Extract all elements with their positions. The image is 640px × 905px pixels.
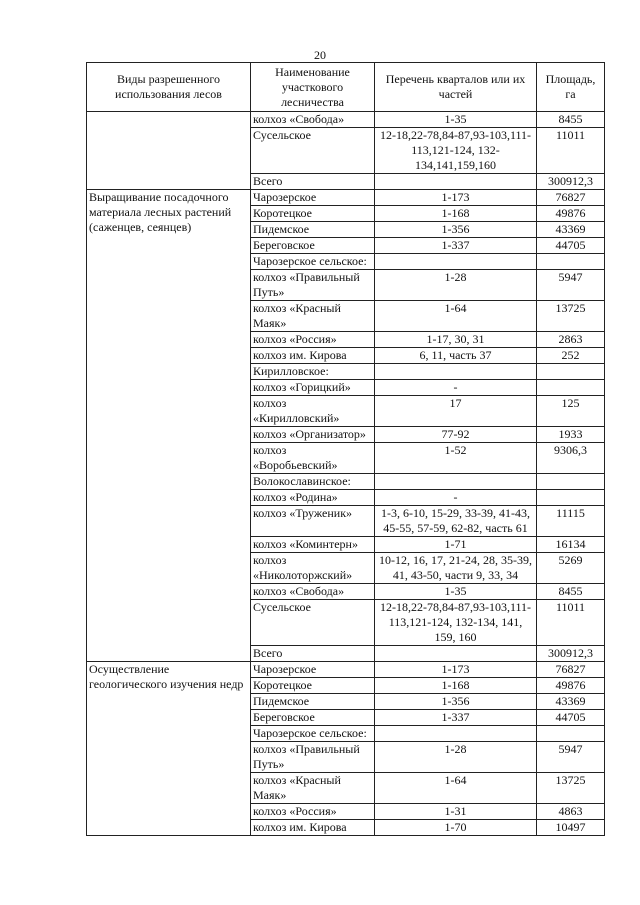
quarters-cell xyxy=(375,174,537,190)
area-cell: 5947 xyxy=(537,742,605,773)
forestry-name-cell: колхоз им. Кирова xyxy=(251,820,375,836)
area-cell: 8455 xyxy=(537,112,605,128)
area-cell: 76827 xyxy=(537,190,605,206)
header-quarters: Перечень кварталов или их частей xyxy=(375,63,537,112)
area-cell: 5269 xyxy=(537,553,605,584)
quarters-cell: 1-168 xyxy=(375,206,537,222)
quarters-cell xyxy=(375,364,537,380)
area-cell: 11011 xyxy=(537,600,605,646)
area-cell: 44705 xyxy=(537,238,605,254)
area-cell: 4863 xyxy=(537,804,605,820)
area-cell: 11115 xyxy=(537,506,605,537)
quarters-cell: 6, 11, часть 37 xyxy=(375,348,537,364)
quarters-cell: 12-18,22-78,84-87,93-103,111-113,121-124, 132-134, 141, 159, 160 xyxy=(375,600,537,646)
forestry-name-cell: колхоз «Коминтерн» xyxy=(251,537,375,553)
area-cell xyxy=(537,364,605,380)
quarters-cell: - xyxy=(375,490,537,506)
quarters-cell: 1-356 xyxy=(375,222,537,238)
forestry-name-cell: Пидемское xyxy=(251,222,375,238)
table-row xyxy=(87,190,605,206)
area-cell: 125 xyxy=(537,396,605,427)
forestry-name-cell: колхоз им. Кирова xyxy=(251,348,375,364)
quarters-cell: 1-337 xyxy=(375,238,537,254)
area-cell xyxy=(537,490,605,506)
quarters-cell: 1-64 xyxy=(375,301,537,332)
forestry-name-cell: колхоз «Правильный Путь» xyxy=(251,270,375,301)
area-cell: 300912,3 xyxy=(537,174,605,190)
use-type-cell: Осуществление геологического изучения недр xyxy=(87,662,251,836)
quarters-cell: 1-52 xyxy=(375,443,537,474)
quarters-cell xyxy=(375,646,537,662)
forestry-name-cell: Всего xyxy=(251,174,375,190)
table-body xyxy=(87,112,605,836)
forestry-name-cell: Чарозерское xyxy=(251,190,375,206)
quarters-cell xyxy=(375,726,537,742)
quarters-cell: 1-70 xyxy=(375,820,537,836)
forestry-name-cell: Чарозерское сельское: xyxy=(251,254,375,270)
forest-use-table xyxy=(86,62,605,836)
quarters-cell: 1-356 xyxy=(375,694,537,710)
quarters-cell: 1-28 xyxy=(375,270,537,301)
quarters-cell: 1-337 xyxy=(375,710,537,726)
quarters-cell: 1-168 xyxy=(375,678,537,694)
area-cell: 43369 xyxy=(537,222,605,238)
area-cell: 2863 xyxy=(537,332,605,348)
header-use-type: Виды разрешенного использования лесов xyxy=(87,63,251,112)
quarters-cell: 1-64 xyxy=(375,773,537,804)
forestry-name-cell: Волокославинское: xyxy=(251,474,375,490)
quarters-cell: 1-31 xyxy=(375,804,537,820)
forestry-name-cell: колхоз «Горицкий» xyxy=(251,380,375,396)
forestry-name-cell: колхоз «Свобода» xyxy=(251,584,375,600)
area-cell: 8455 xyxy=(537,584,605,600)
quarters-cell: 1-173 xyxy=(375,662,537,678)
quarters-cell: 1-17, 30, 31 xyxy=(375,332,537,348)
forestry-name-cell: Чарозерское xyxy=(251,662,375,678)
area-cell: 300912,3 xyxy=(537,646,605,662)
area-cell: 49876 xyxy=(537,678,605,694)
quarters-cell: 1-35 xyxy=(375,584,537,600)
quarters-cell: 12-18,22-78,84-87,93-103,111-113,121-124, 132-134,141,159,160 xyxy=(375,128,537,174)
forestry-name-cell: Чарозерское сельское: xyxy=(251,726,375,742)
forestry-name-cell: Коротецкое xyxy=(251,678,375,694)
quarters-cell: 10-12, 16, 17, 21-24, 28, 35-39, 41, 43-50, части 9, 33, 34 xyxy=(375,553,537,584)
forestry-name-cell: колхоз «Кирилловский» xyxy=(251,396,375,427)
quarters-cell: 77-92 xyxy=(375,427,537,443)
forestry-name-cell: Всего xyxy=(251,646,375,662)
quarters-cell: - xyxy=(375,380,537,396)
forestry-name-cell: колхоз «Россия» xyxy=(251,804,375,820)
area-cell xyxy=(537,254,605,270)
quarters-cell: 17 xyxy=(375,396,537,427)
forestry-name-cell: колхоз «Красный Маяк» xyxy=(251,301,375,332)
area-cell: 1933 xyxy=(537,427,605,443)
area-cell: 43369 xyxy=(537,694,605,710)
use-type-cell xyxy=(87,112,251,190)
header-area: Площадь, га xyxy=(537,63,605,112)
area-cell: 13725 xyxy=(537,773,605,804)
forestry-name-cell: Коротецкое xyxy=(251,206,375,222)
header-forestry-name: Наименование участкового лесничества xyxy=(251,63,375,112)
area-cell xyxy=(537,380,605,396)
area-cell: 13725 xyxy=(537,301,605,332)
forestry-name-cell: колхоз «Родина» xyxy=(251,490,375,506)
forestry-name-cell: колхоз «Россия» xyxy=(251,332,375,348)
table-header-row xyxy=(87,63,605,112)
forestry-name-cell: колхоз «Организатор» xyxy=(251,427,375,443)
use-type-cell: Выращивание посадочного материала лесных растений (саженцев, сеянцев) xyxy=(87,190,251,662)
quarters-cell: 1-3, 6-10, 15-29, 33-39, 41-43, 45-55, 57-59, 62-82, часть 61 xyxy=(375,506,537,537)
area-cell: 11011 xyxy=(537,128,605,174)
table-row xyxy=(87,112,605,128)
forestry-name-cell: колхоз «Свобода» xyxy=(251,112,375,128)
area-cell: 76827 xyxy=(537,662,605,678)
quarters-cell: 1-35 xyxy=(375,112,537,128)
area-cell: 49876 xyxy=(537,206,605,222)
area-cell xyxy=(537,726,605,742)
area-cell: 5947 xyxy=(537,270,605,301)
forestry-name-cell: колхоз «Труженик» xyxy=(251,506,375,537)
area-cell xyxy=(537,474,605,490)
area-cell: 44705 xyxy=(537,710,605,726)
quarters-cell xyxy=(375,254,537,270)
forestry-name-cell: колхоз «Николоторжский» xyxy=(251,553,375,584)
table-row xyxy=(87,662,605,678)
forestry-name-cell: колхоз «Красный Маяк» xyxy=(251,773,375,804)
forestry-name-cell: Сусельское xyxy=(251,600,375,646)
forestry-name-cell: колхоз «Правильный Путь» xyxy=(251,742,375,773)
quarters-cell: 1-28 xyxy=(375,742,537,773)
quarters-cell: 1-71 xyxy=(375,537,537,553)
forestry-name-cell: Кирилловское: xyxy=(251,364,375,380)
area-cell: 10497 xyxy=(537,820,605,836)
forestry-name-cell: Пидемское xyxy=(251,694,375,710)
area-cell: 252 xyxy=(537,348,605,364)
quarters-cell xyxy=(375,474,537,490)
page-number: 20 xyxy=(314,48,326,62)
forestry-name-cell: Береговское xyxy=(251,710,375,726)
forestry-name-cell: Сусельское xyxy=(251,128,375,174)
area-cell: 16134 xyxy=(537,537,605,553)
area-cell: 9306,3 xyxy=(537,443,605,474)
quarters-cell: 1-173 xyxy=(375,190,537,206)
forestry-name-cell: Береговское xyxy=(251,238,375,254)
forestry-name-cell: колхоз «Воробьевский» xyxy=(251,443,375,474)
